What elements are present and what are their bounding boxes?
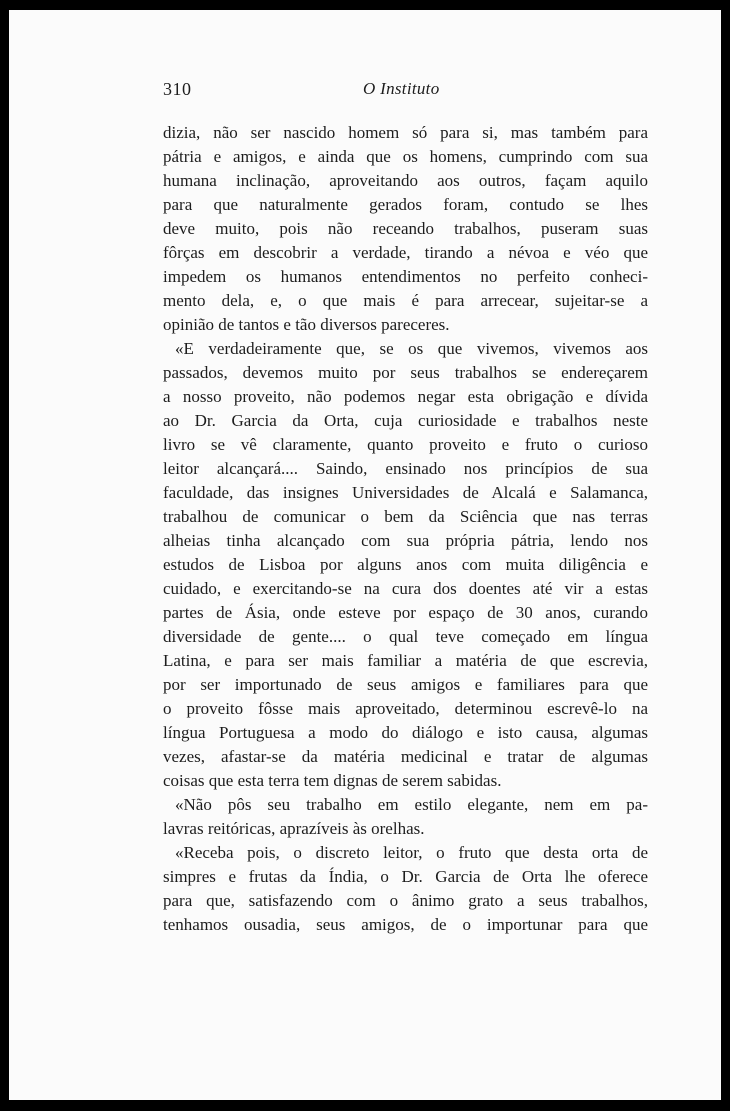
text-line: impedem os humanos entendimentos no perfeito conheci- (163, 267, 648, 286)
text-line: vezes, afastar-se da matéria medicinal e tratar de algumas (163, 747, 648, 766)
page-header (163, 79, 648, 105)
text-line: «Receba pois, o discreto leitor, o fruto que desta orta de (175, 843, 648, 862)
text-line: alheias tinha alcançado com sua própria pátria, lendo nos (163, 531, 648, 550)
text-line: Latina, e para ser mais familiar a matéria de que escrevia, (163, 651, 648, 670)
running-title: O Instituto (363, 79, 440, 98)
text-line: passados, devemos muito por seus trabalhos se endereçarem (163, 363, 648, 382)
text-line: língua Portuguesa a modo do diálogo e isto causa, algumas (163, 723, 648, 742)
text-line: «Não pôs seu trabalho em estilo elegante, nem em pa- (175, 795, 648, 814)
text-line: simpres e frutas da Índia, o Dr. Garcia de Orta lhe oferece (163, 867, 648, 886)
text-line: o proveito fôsse mais aproveitado, determinou escrevê-lo na (163, 699, 648, 718)
text-line: humana inclinação, aproveitando aos outros, façam aquilo (163, 171, 648, 190)
text-line: deve muito, pois não receando trabalhos, puseram suas (163, 219, 648, 238)
text-line: por ser importunado de seus amigos e familiares para que (163, 675, 648, 694)
text-line: coisas que esta terra tem dignas de serem sabidas. (163, 771, 502, 790)
text-line: «E verdadeiramente que, se os que vivemos, vivemos aos (175, 339, 648, 358)
text-line: ao Dr. Garcia da Orta, cuja curiosidade e trabalhos neste (163, 411, 648, 430)
text-line: cuidado, e exercitando-se na cura dos doentes até vir a estas (163, 579, 648, 598)
body-text (163, 121, 648, 937)
text-line: para que, satisfazendo com o ânimo grato a seus trabalhos, (163, 891, 648, 910)
text-line: a nosso proveito, não podemos negar esta obrigação e dívida (163, 387, 648, 406)
text-line: pátria e amigos, e ainda que os homens, cumprindo com sua (163, 147, 648, 166)
page-number: 310 (163, 79, 192, 99)
text-line: para que naturalmente gerados foram, contudo se lhes (163, 195, 648, 214)
text-line: lavras reitóricas, aprazíveis às orelhas. (163, 819, 425, 838)
book-page (9, 10, 721, 1100)
text-line: estudos de Lisboa por alguns anos com muita diligência e (163, 555, 648, 574)
text-line: leitor alcançará.... Saindo, ensinado nos princípios de sua (163, 459, 648, 478)
text-line: livro se vê claramente, quanto proveito e fruto o curioso (163, 435, 648, 454)
text-line: fôrças em descobrir a verdade, tirando a névoa e véo que (163, 243, 648, 262)
text-line: mento dela, e, o que mais é para arrecear, sujeitar-se a (163, 291, 648, 310)
text-line: trabalhou de comunicar o bem da Sciência que nas terras (163, 507, 648, 526)
text-line: partes de Ásia, onde esteve por espaço de 30 anos, curando (163, 603, 648, 622)
text-line: opinião de tantos e tão diversos pareceres. (163, 315, 450, 334)
text-line: faculdade, das insignes Universidades de Alcalá e Salamanca, (163, 483, 648, 502)
text-line: dizia, não ser nascido homem só para si, mas também para (163, 123, 648, 142)
text-line: tenhamos ousadia, seus amigos, de o importunar para que (163, 915, 648, 934)
text-line: diversidade de gente.... o qual teve começado em língua (163, 627, 648, 646)
